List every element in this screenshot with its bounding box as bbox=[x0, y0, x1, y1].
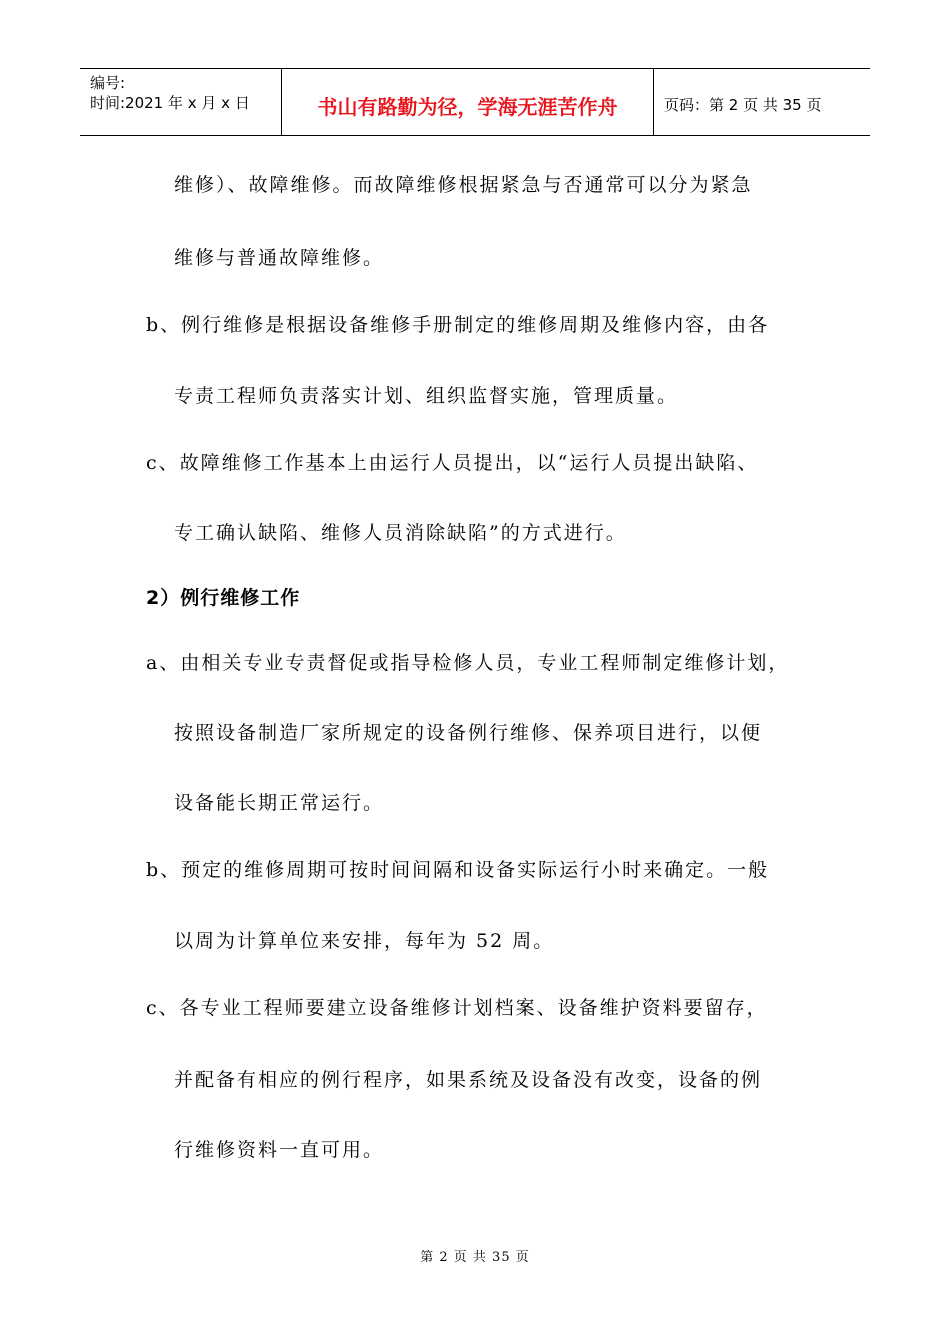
body-line: 设备能长期正常运行。 bbox=[174, 792, 385, 814]
body-line: 以周为计算单位来安排，每年为 52 周。 bbox=[174, 930, 555, 952]
list-item-c: c、故障维修工作基本上由运行人员提出，以“运行人员提出缺陷、 bbox=[146, 452, 759, 474]
header-meta bbox=[80, 69, 282, 135]
body-line: 维修）、故障维修。而故障维修根据紧急与否通常可以分为紧急 bbox=[174, 174, 753, 196]
body-line: 行维修资料一直可用。 bbox=[174, 1139, 385, 1161]
body-line: 并配备有相应的例行程序，如果系统及设备没有改变，设备的例 bbox=[174, 1069, 763, 1091]
header-page-number: 页码：第 2 页 共 35 页 bbox=[664, 95, 822, 114]
body-line: 维修与普通故障维修。 bbox=[174, 247, 385, 269]
page-header bbox=[80, 68, 870, 136]
body-line: 专责工程师负责落实计划、组织监督实施，管理质量。 bbox=[174, 385, 679, 407]
list-item-c: c、各专业工程师要建立设备维修计划档案、设备维护资料要留存， bbox=[146, 997, 768, 1019]
header-motto: 书山有路勤为径，学海无涯苦作舟 bbox=[282, 69, 654, 135]
section-heading: 2）例行维修工作 bbox=[146, 587, 301, 609]
list-item-b: b、预定的维修周期可按时间间隔和设备实际运行小时来确定。一般 bbox=[146, 859, 770, 881]
body-line: 按照设备制造厂家所规定的设备例行维修、保养项目进行，以便 bbox=[174, 722, 763, 744]
document-time-label: 时间:2021 年 x 月 x 日 bbox=[90, 94, 250, 112]
list-item-b: b、例行维修是根据设备维修手册制定的维修周期及维修内容，由各 bbox=[146, 314, 770, 336]
document-number-label: 编号: bbox=[90, 74, 126, 92]
page-footer: 第 2 页 共 35 页 bbox=[420, 1250, 530, 1265]
list-item-a: a、由相关专业专责督促或指导检修人员，专业工程师制定维修计划， bbox=[146, 652, 790, 674]
body-line: 专工确认缺陷、维修人员消除缺陷”的方式进行。 bbox=[174, 522, 627, 544]
